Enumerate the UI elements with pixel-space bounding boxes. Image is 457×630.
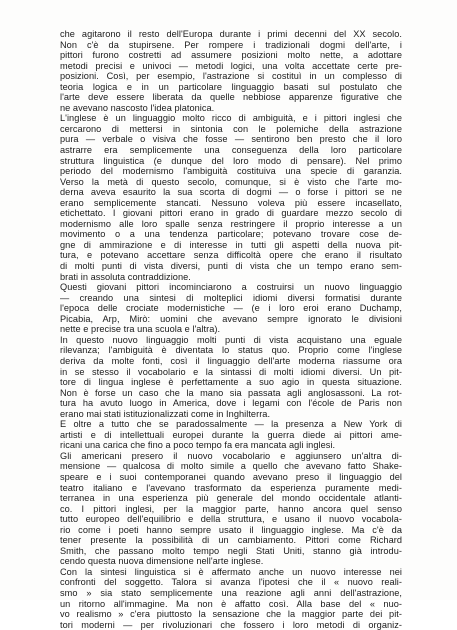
text-line: tura, e potevano accettare senza difficoltà opere che erano il risultato <box>60 250 402 261</box>
body-text <box>60 29 402 630</box>
text-line: E oltre a tutto che se paradossalmente — la presenza a New York di <box>60 419 402 430</box>
text-line: un ritorno all'immagine. Ma non è affatto così. Alla base del « nuo- <box>60 598 402 609</box>
text-line: Non è forse un caso che la mano sia passata agli anglosassoni. La rot- <box>60 387 402 398</box>
text-line: ricani una carica che fino a poco tempo fa era mancata agli inglesi. <box>60 440 336 451</box>
text-line: erano semplicemente stancati. Nessuno voleva più essere incasellato, <box>60 197 402 208</box>
text-line: brati in assoluta contraddizione. <box>60 271 191 282</box>
text-line: etichettato. I giovani pittori erano in grado di guardare mezzo secolo di <box>60 208 402 219</box>
text-line: Verso la metà di questo secolo, comunque, si è visto che l'arte mo- <box>60 176 402 187</box>
text-line: erano mai stati istituzionalizzati come in Inghilterra. <box>60 408 271 419</box>
text-line: mensione — qualcosa di molto simile a quello che avevano fatto Shake- <box>60 461 402 472</box>
text-line: di molti punti di vista diversi, punti di vista che un tempo erano sem- <box>60 261 402 272</box>
text-line: Smith, che passano molto tempo negli Stati Uniti, stanno già introdu- <box>60 545 402 556</box>
text-line: modernismo alle loro spalle senza restringere il proprio interesse a un <box>60 218 402 229</box>
text-line: astrarre era semplicemente una conseguenza della loro particolare <box>60 145 402 156</box>
text-line: tori moderni — per rivoluzionari che fossero i loro metodi di organiz- <box>60 619 402 630</box>
text-line: derna aveva esaurito la sua scorta di dogmi — o forse i pittori se ne <box>60 187 402 198</box>
text-line: speare e i suoi contemporanei quando avevano preso il linguaggio del <box>60 471 402 482</box>
text-line: struttura linguistica (e dunque del loro modo di pensare). Nel primo <box>60 155 402 166</box>
text-line: che agitarono il resto dell'Europa durante i primi decenni del XX secolo. <box>60 29 402 39</box>
text-line: ne avevano nascosto l'idea platonica. <box>60 102 215 113</box>
text-line: periodo del modernismo l'ambiguità costituiva una specie di garanzia. <box>60 166 402 177</box>
text-line: teoria logica e in un particolare linguaggio basati sul postulato che <box>60 81 402 92</box>
text-line: cercarono di mettersi in sintonia con le polemiche della astrazione <box>60 123 402 134</box>
text-line: in se stesso il vocabolario e la sintassi di molti idiomi diversi. Un pit- <box>60 366 402 377</box>
text-line: deriva da molte fonti, così il linguaggio dell'arte moderna riassume ora <box>60 355 402 366</box>
text-line: nette e precise tra una scuola e l'altra). <box>60 324 221 335</box>
text-line: tutto europeo dell'equilibrio e della struttura, e usano il nuovo vocabola- <box>60 514 402 525</box>
text-line: rilevanza; l'ambiguità è diventata lo status quo. Proprio come l'inglese <box>60 345 402 356</box>
text-line: confronti del soggetto. Talora si avanza l'ipotesi che il « nuovo reali- <box>60 577 402 588</box>
text-line: l'arte deve essere liberata da quelle nebbiose apparenze figurative che <box>60 92 402 103</box>
text-line: Questi giovani pittori incominciarono a costruirsi un nuovo linguaggio <box>60 282 402 293</box>
text-line: pittori furono costretti ad assumere posizioni molto nette, a adottare <box>60 50 402 61</box>
text-line: co. I pittori inglesi, per la maggior parte, hanno ancora quel senso <box>60 503 402 514</box>
text-line: terranea in una esperienza più generale del mondo occidentale atlanti- <box>60 493 402 504</box>
text-line: movimento o a una tendenza particolare; potevano trovare cose de- <box>60 229 402 240</box>
text-line: artisti e di intellettuali europei durante la guerra diede ai pittori ame- <box>60 429 402 440</box>
text-line: gne di ammirazione e di interesse in tutti gli aspetti della nuova pit- <box>60 239 402 250</box>
text-line: Con la sintesi linguistica si è affermato anche un nuovo interesse nei <box>60 566 402 577</box>
text-line: l'epoca delle crociate modernistiche — (e i loro eroi erano Duchamp, <box>60 303 402 314</box>
text-line: Picabia, Arp, Mirò: uomini che avevano sempre ignorato le divisioni <box>60 313 402 324</box>
text-line: tore di lingua inglese è perfettamente a suo agio in questa situazione. <box>60 377 402 388</box>
text-line: teatro italiano e l'avevano trasformato da esperienza puramente medi- <box>60 482 402 493</box>
text-line: tener presente la possibilità di un cambiamento. Pittori come Richard <box>60 535 402 546</box>
text-line: rio come i poeti hanno sempre usato il linguaggio inglese. Ma c'è da <box>60 524 402 535</box>
text-line: Non c'è da stupirsene. Per rompere i tradizionali dogmi dell'arte, i <box>60 39 402 50</box>
text-line: vo realismo » c'era piuttosto la sensazione che la maggior parte dei pit- <box>60 609 402 620</box>
text-line: cendo questa nuova dimensione nell'arte inglese. <box>60 556 264 567</box>
text-line: In questo nuovo linguaggio molti punti di vista acquistano una eguale <box>60 334 402 345</box>
text-line: metodi precisi e univoci — metodi logici, una volta accettate certe pre- <box>60 60 402 71</box>
text-line: Gli americani presero il nuovo vocabolario e aggiunsero un'altra di- <box>60 450 402 461</box>
text-line: pura — verbale o visiva che fosse — sentirono ben presto che il loro <box>60 134 402 145</box>
text-line: tura ha avuto luogo in America, dove i legami con l'école de Paris non <box>60 398 402 409</box>
text-line: posizioni. Così, per esempio, l'astrazione si costituì in un complesso di <box>60 71 402 82</box>
text-line: — creando una sintesi di molteplici idiomi diversi formatisi durante <box>60 292 402 303</box>
text-line: L'inglese è un linguaggio molto ricco di ambiguità, e i pittori inglesi che <box>60 113 402 124</box>
text-line: smo » sia stato semplicemente una reazione agli anni dell'astrazione, <box>60 587 402 598</box>
